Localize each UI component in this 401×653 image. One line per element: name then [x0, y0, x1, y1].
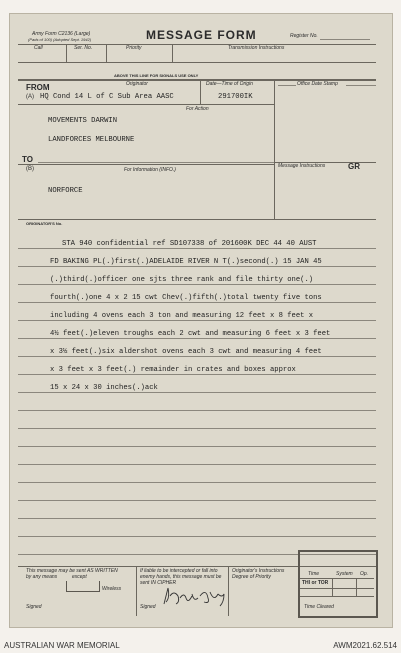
- bottom-divider-1: [136, 566, 137, 616]
- originator-value: HQ Cond 14 L of C Sub Area AASC: [40, 93, 174, 101]
- except-label: except: [72, 574, 87, 580]
- date-time-value: 291700IK: [218, 93, 253, 101]
- ruled-line: [18, 320, 376, 321]
- call-label: Call: [34, 45, 43, 51]
- for-info-label: For Information (INFO.): [124, 167, 176, 173]
- ruled-line: [18, 410, 376, 411]
- ruled-line: [18, 266, 376, 267]
- ruled-line: [18, 356, 376, 357]
- serno-divider: [106, 44, 107, 62]
- footer-institution: AUSTRALIAN WAR MEMORIAL: [4, 641, 120, 650]
- message-line-2: FD BAKING PL(.)first(.)ADELAIDE RIVER N T(.)second(.) 15 JAN 45: [50, 258, 322, 266]
- priority-label: Priority: [126, 45, 142, 51]
- office-date-stamp-label: Office Date Stamp: [297, 81, 338, 87]
- message-line-9: 15 x 24 x 30 inches(.)ack: [50, 384, 158, 392]
- ruled-line: [18, 536, 376, 537]
- cipher-note-line-3: sent IN CIPHER: [140, 580, 177, 586]
- to-rule: [18, 164, 274, 165]
- date-time-label: Date—Time of Origin: [206, 81, 253, 87]
- ruled-line: [18, 374, 376, 375]
- ruled-line: [18, 482, 376, 483]
- originator-instructions-line-1: Originator's Instructions: [232, 568, 285, 574]
- call-divider: [66, 44, 67, 62]
- army-form-number: Army Form C2136 (Large): [32, 31, 91, 37]
- stamp-dash-right: [346, 85, 376, 86]
- address-bottom-rule: [18, 219, 376, 220]
- priority-divider: [172, 44, 173, 62]
- message-line-8: x 3 feet x 3 feet(.) remainder in crates and boxes approx: [50, 366, 296, 374]
- for-action-label: For Action: [186, 106, 209, 112]
- to-b-label: (B): [26, 166, 34, 172]
- action-addressee-2: LANDFORCES MELBOURNE: [48, 136, 135, 144]
- ruled-line: [18, 392, 376, 393]
- message-line-4: fourth(.)one 4 x 2 15 cwt Chev(.)fifth(.)total twenty five tons: [50, 294, 322, 302]
- ruled-line: [18, 518, 376, 519]
- register-no-line: [320, 39, 370, 40]
- time-box-divider-2: [356, 578, 357, 596]
- ser-no-label: Ser. No.: [74, 45, 93, 51]
- signed-label-2: Signed: [140, 604, 156, 610]
- ruled-line: [18, 302, 376, 303]
- originator-label: Originator: [126, 81, 148, 87]
- right-panel-divider: [274, 79, 275, 219]
- sent-as-written-line-1: This message may be sent AS WRITTEN: [26, 568, 118, 574]
- time-box-rule-1: [300, 578, 374, 579]
- handwritten-signature: [160, 584, 230, 610]
- message-line-6: 4½ feet(.)eleven troughs each 2 cwt and measuring 6 feet x 3 feet: [50, 330, 331, 338]
- system-label: System: [336, 571, 353, 577]
- ruled-line: [18, 284, 376, 285]
- wireless-label: Wireless: [102, 586, 122, 592]
- sent-as-written-line-2: by any means: [26, 574, 58, 580]
- time-box-rule-3: [300, 596, 374, 597]
- ruled-line: [18, 464, 376, 465]
- cipher-note-line-1: If liable to be intercepted or fall into: [140, 568, 218, 574]
- action-addressee-1: MOVEMENTS DARWIN: [48, 117, 118, 125]
- header-top-rule: [18, 44, 376, 45]
- cipher-note-line-2: enemy hands, this message must be: [140, 574, 222, 580]
- ruled-line: [18, 446, 376, 447]
- signals-use-note: ABOVE THIS LINE FOR SIGNALS USE ONLY: [114, 73, 199, 78]
- signed-label-1: Signed: [26, 604, 42, 610]
- except-bracket: [66, 581, 100, 592]
- ruled-line: [18, 338, 376, 339]
- footer-accession-number: AWM2021.62.514: [333, 641, 397, 650]
- time-box-divider-1: [332, 578, 333, 596]
- stamp-dash-left: [278, 85, 296, 86]
- message-instructions-label: Message Instructions: [278, 163, 326, 169]
- to-label: TO: [22, 155, 33, 164]
- time-label: Time: [308, 571, 320, 577]
- from-rule: [18, 104, 274, 105]
- message-line-5: including 4 ovens each 3 ton and measuring 12 feet x 8 feet x: [50, 312, 314, 320]
- originators-no-label: ORIGINATOR'S No.: [26, 221, 63, 226]
- info-addressee-1: NORFORCE: [48, 187, 83, 195]
- form-title: MESSAGE FORM: [146, 28, 257, 42]
- archive-footer: [0, 640, 401, 653]
- ruled-line: [18, 248, 376, 249]
- message-line-3: (.)third(.)officer one sjts three rank and file thirty one(.): [50, 276, 314, 284]
- message-line-1: STA 940 confidential ref SD107338 of 201600K DEC 44 40 AUST: [62, 240, 317, 248]
- originator-instructions-line-2: Degree of Priority: [232, 574, 271, 580]
- thi-tor-label: THI or TOR: [302, 580, 329, 586]
- message-form-sheet: [10, 14, 392, 627]
- date-time-divider: [200, 79, 201, 104]
- message-line-7: x 3½ feet(.)six aldershot ovens each 3 cwt and measuring 4 feet: [50, 348, 322, 356]
- gr-label: GR: [348, 162, 360, 171]
- op-label: Op.: [360, 571, 369, 577]
- to-line: [38, 162, 274, 163]
- ruled-line: [18, 500, 376, 501]
- time-cleared-label: Time Cleared: [304, 604, 334, 610]
- from-a-label: (A): [26, 94, 34, 100]
- transmission-label: Transmission Instructions: [228, 45, 285, 51]
- register-no-label: Register No.: [290, 33, 318, 39]
- pads-note: (Pads of 100) (Adopted Sept. 1942): [28, 37, 92, 42]
- time-box-rule-2: [300, 588, 374, 589]
- from-label: FROM: [26, 83, 50, 92]
- ruled-line: [18, 428, 376, 429]
- header-bottom-rule: [18, 62, 376, 63]
